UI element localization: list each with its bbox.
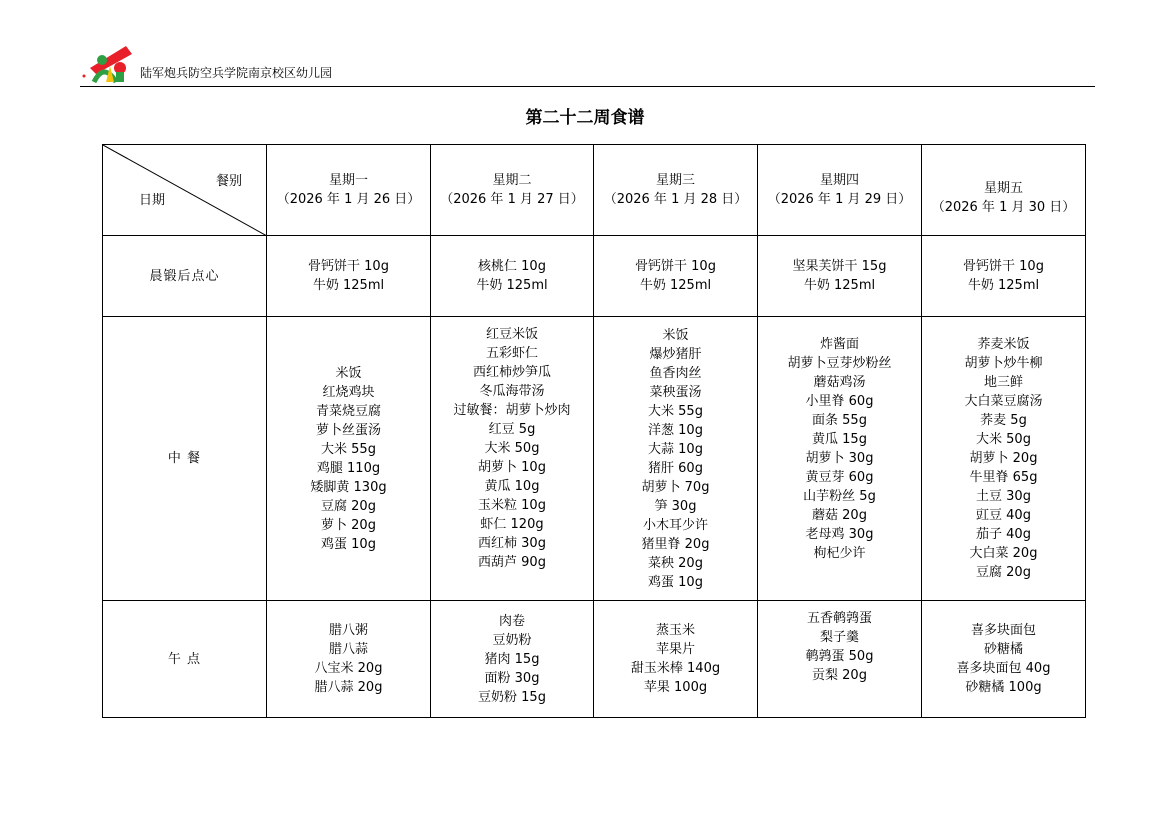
menu-item: 豆腐 20g	[321, 498, 376, 514]
menu-item: 茄子 40g	[976, 527, 1031, 542]
menu-item: 米饭	[335, 365, 362, 381]
menu-item: 冬瓜海带汤	[479, 384, 545, 399]
menu-item: 爆炒猪肝	[649, 346, 702, 362]
page-header	[80, 38, 1095, 88]
menu-item: 枸杞少许	[813, 546, 866, 561]
menu-item: 骨钙饼干 10g	[963, 259, 1044, 274]
menu-item: 腊八粥	[328, 623, 368, 638]
day-name: 星期一	[328, 173, 368, 188]
menu-item: 牛奶 125ml	[312, 278, 385, 293]
meal-type-label: 餐别	[215, 174, 242, 189]
row-label: 晨锻后点心	[103, 236, 267, 317]
menu-item: 大米 50g	[484, 441, 540, 456]
menu-cell	[758, 236, 922, 317]
menu-cell	[922, 236, 1086, 317]
menu-item: 腊八蒜	[328, 642, 368, 657]
menu-cell	[431, 317, 594, 601]
menu-item: 地三鲜	[983, 375, 1023, 390]
menu-item: 鹌鹑蛋 50g	[805, 649, 874, 664]
menu-item: 豇豆 40g	[976, 508, 1031, 523]
menu-item: 核桃仁 10g	[478, 259, 546, 274]
menu-item: 玉米粒 10g	[478, 498, 546, 513]
menu-cell	[922, 317, 1086, 601]
menu-item: 牛奶 125ml	[639, 278, 712, 293]
menu-item: 蘑菇鸡汤	[813, 375, 866, 390]
menu-item: 甜玉米棒 140g	[630, 661, 721, 676]
menu-item: 山芋粉丝 5g	[803, 489, 876, 504]
menu-item: 梨子羹	[819, 630, 859, 645]
menu-item: 八宝米 20g	[314, 661, 383, 676]
menu-item: 肉卷	[498, 613, 525, 629]
menu-item: 洋葱 10g	[648, 422, 703, 438]
table-row-afternoon-snack	[103, 601, 1086, 718]
menu-item: 小木耳少许	[642, 517, 708, 533]
menu-item: 豆腐 20g	[976, 565, 1031, 580]
menu-item: 猪肝 60g	[648, 460, 703, 476]
day-header-cell	[431, 145, 594, 236]
menu-item: 红豆米饭	[485, 327, 538, 342]
menu-item: 牛奶 125ml	[476, 278, 548, 293]
row-label: 午 点	[103, 601, 267, 718]
menu-item: 笋 30g	[654, 498, 697, 514]
menu-item: 红豆 5g	[488, 422, 536, 437]
menu-item: 面条 55g	[812, 413, 867, 428]
menu-item: 面粉 30g	[484, 670, 540, 686]
menu-item: 大白菜豆腐汤	[964, 394, 1043, 409]
menu-item: 鱼香肉丝	[649, 365, 702, 381]
menu-item: 牛里脊 65g	[969, 470, 1038, 485]
menu-item: 西红柿 30g	[478, 536, 546, 551]
menu-item: 牛奶 125ml	[967, 278, 1040, 293]
menu-cell	[922, 601, 1086, 718]
menu-item: 蘑菇 20g	[812, 508, 867, 523]
menu-item: 苹果片	[655, 642, 695, 657]
menu-item: 猪肉 15g	[484, 651, 540, 667]
menu-item: 大蒜 10g	[648, 441, 703, 457]
menu-item: 黄瓜 10g	[484, 479, 540, 494]
menu-item: 大米 55g	[648, 403, 703, 419]
menu-item: 五彩虾仁	[485, 346, 538, 361]
menu-item: 五香鹌鹑蛋	[806, 611, 872, 626]
row-label: 中 餐	[103, 317, 267, 601]
menu-item: 鸡蛋 10g	[321, 536, 376, 552]
menu-item: 过敏餐：胡萝卜炒肉	[453, 403, 571, 418]
day-date: （2026 年 1 月 26 日）	[276, 192, 421, 207]
day-name: 星期五	[983, 181, 1023, 196]
menu-item: 砂糖橘	[983, 642, 1023, 657]
menu-cell	[594, 236, 758, 317]
menu-item: 胡萝卜豆芽炒粉丝	[787, 356, 892, 371]
menu-item: 胡萝卜炒牛柳	[964, 356, 1043, 371]
date-label: 日期	[139, 193, 166, 208]
menu-cell	[267, 236, 431, 317]
table-row-lunch	[103, 317, 1086, 601]
menu-item: 荞麦 5g	[980, 413, 1027, 428]
menu-item: 米饭	[662, 327, 689, 343]
menu-item: 贡梨 20g	[812, 668, 867, 683]
menu-item: 苹果 100g	[643, 680, 708, 695]
day-date: （2026 年 1 月 29 日）	[767, 192, 912, 207]
menu-cell	[594, 601, 758, 718]
menu-item: 腊八蒜 20g	[314, 680, 383, 695]
menu-item: 豆奶粉 15g	[478, 689, 546, 705]
menu-item: 鸡腿 110g	[316, 460, 381, 476]
menu-item: 骨钙饼干 10g	[308, 259, 389, 274]
menu-item: 大米 55g	[321, 441, 376, 457]
menu-item: 小里脊 60g	[805, 394, 874, 409]
menu-cell	[758, 317, 922, 601]
menu-item: 土豆 30g	[976, 489, 1031, 504]
menu-item: 西葫芦 90g	[478, 555, 546, 570]
day-name: 星期四	[819, 173, 859, 188]
menu-item: 西红柿炒笋瓜	[472, 365, 551, 380]
menu-item: 萝卜 20g	[321, 517, 376, 533]
menu-item: 菜秧蛋汤	[649, 384, 702, 400]
header-divider	[80, 86, 1095, 87]
menu-item: 荞麦米饭	[977, 337, 1030, 352]
day-header-cell	[758, 145, 922, 236]
menu-item: 黄豆芽 60g	[805, 470, 874, 485]
weekly-menu-table	[102, 144, 1086, 718]
menu-item: 虾仁 120g	[480, 517, 544, 532]
menu-item: 猪里脊 20g	[641, 536, 710, 552]
menu-item: 黄瓜 15g	[812, 432, 867, 447]
day-name: 星期二	[492, 173, 532, 188]
table-row-morning-snack	[103, 236, 1086, 317]
menu-item: 大白菜 20g	[969, 546, 1038, 561]
menu-item: 豆奶粉	[492, 632, 532, 648]
menu-cell	[431, 236, 594, 317]
day-date: （2026 年 1 月 30 日）	[931, 200, 1076, 215]
menu-item: 菜秧 20g	[648, 555, 703, 571]
day-header-cell	[922, 145, 1086, 236]
day-name: 星期三	[655, 173, 695, 188]
menu-item: 喜多块面包 40g	[956, 661, 1051, 676]
org-name: 陆军炮兵防空兵学院南京校区幼儿园	[140, 66, 333, 80]
menu-cell	[594, 317, 758, 601]
table-header-row	[103, 145, 1086, 236]
menu-cell	[267, 317, 431, 601]
menu-cell	[431, 601, 594, 718]
day-date: （2026 年 1 月 27 日）	[440, 192, 584, 207]
day-header-cell	[267, 145, 431, 236]
menu-item: 胡萝卜 30g	[805, 451, 874, 466]
menu-item: 青菜烧豆腐	[315, 403, 381, 419]
day-header-cell	[594, 145, 758, 236]
menu-item: 胡萝卜 20g	[969, 451, 1038, 466]
menu-item: 炸酱面	[819, 337, 859, 352]
menu-item: 萝卜丝蛋汤	[315, 422, 381, 438]
menu-cell	[758, 601, 922, 718]
page-title: 第二十二周食谱	[525, 108, 645, 128]
menu-item: 骨钙饼干 10g	[635, 259, 716, 274]
day-date: （2026 年 1 月 28 日）	[603, 192, 748, 207]
menu-item: 老母鸡 30g	[805, 527, 874, 542]
menu-item: 胡萝卜 70g	[641, 479, 710, 495]
menu-item: 牛奶 125ml	[803, 278, 876, 293]
menu-item: 砂糖橘 100g	[965, 680, 1042, 695]
menu-item: 蒸玉米	[655, 623, 695, 638]
menu-cell	[267, 601, 431, 718]
menu-item: 矮脚黄 130g	[310, 479, 387, 495]
menu-item: 红烧鸡块	[322, 384, 375, 400]
menu-item: 喜多块面包	[970, 623, 1036, 638]
corner-header-cell	[103, 145, 267, 236]
kindergarten-logo-icon	[80, 38, 140, 84]
menu-item: 胡萝卜 10g	[478, 460, 546, 475]
menu-item: 坚果芙饼干 15g	[792, 259, 887, 274]
menu-item: 鸡蛋 10g	[648, 574, 703, 590]
menu-item: 大米 50g	[976, 432, 1031, 447]
